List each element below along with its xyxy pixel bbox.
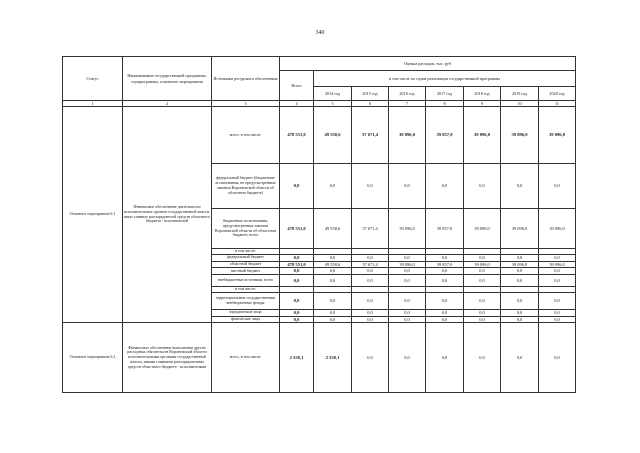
value-cell: 37 671,4 [352, 261, 389, 268]
value-cell: 39 857,0 [426, 107, 464, 164]
value-cell: 0,0 [314, 310, 352, 317]
table-row [63, 323, 576, 393]
header-source: Источники ресурсного обеспечения [212, 57, 280, 101]
value-cell: 39 096,0 [464, 209, 501, 249]
source-cell: внебюджетные источники, всего [212, 275, 280, 287]
value-cell: 37 671,4 [352, 209, 389, 249]
value-cell: 0,0 [352, 310, 389, 317]
col-number: 1 [63, 101, 123, 107]
source-cell: в том числе: [212, 287, 280, 293]
value-cell: 0,0 [389, 275, 426, 287]
value-cell: 37 671,4 [352, 107, 389, 164]
value-cell: 0,0 [426, 275, 464, 287]
value-cell: 49 558,6 [314, 261, 352, 268]
value-cell: 0,0 [501, 268, 539, 275]
source-cell: федеральный бюджет [212, 255, 280, 262]
value-cell: 0,0 [314, 255, 352, 262]
header-estimate: Оценка расходов, тыс. руб [280, 57, 576, 71]
header-year: 2016 год [389, 87, 426, 101]
value-cell: 0,0 [352, 164, 389, 209]
col-number: 9 [464, 101, 501, 107]
source-cell: всего, в том числе: [212, 107, 280, 164]
measure-status: Основное мероприятие 6.1 [63, 107, 123, 323]
value-cell: 39 096,0 [539, 261, 576, 268]
value-cell: 0,0 [352, 293, 389, 310]
value-cell: 0,0 [426, 316, 464, 323]
value-cell: 39 096,0 [464, 107, 501, 164]
source-cell: бюджетные ассигнования, предусмотренные законом Воронежской области об областном бюджете, всего [212, 209, 280, 249]
value-cell: 0,0 [280, 268, 314, 275]
value-cell: 0,0 [352, 268, 389, 275]
value-cell: 39 096,0 [464, 261, 501, 268]
value-cell: 0,0 [426, 268, 464, 275]
source-cell: территориальные государственные внебюджетные фонды [212, 293, 280, 310]
value-cell: 0,0 [389, 164, 426, 209]
value-cell: 39 096,0 [389, 107, 426, 164]
header-year: 2020 год [539, 87, 576, 101]
value-cell: 0,0 [280, 310, 314, 317]
source-cell: в том числе: [212, 249, 280, 255]
value-cell: 0,0 [464, 316, 501, 323]
value-cell: 39 096,0 [539, 209, 576, 249]
source-cell: всего, в том числе: [212, 323, 280, 393]
budget-table [62, 56, 576, 393]
value-cell: 0,0 [539, 268, 576, 275]
value-cell: 49 558,6 [314, 107, 352, 164]
value-cell: 478 551,0 [280, 107, 314, 164]
value-cell: 0,0 [464, 310, 501, 317]
header-total: Всего [280, 71, 314, 101]
value-cell: 0,0 [501, 164, 539, 209]
header-by-year: в том числе по годам реализации государственной программы [314, 71, 576, 87]
table-row [63, 107, 576, 164]
source-cell: юридические лица [212, 310, 280, 317]
value-cell: 0,0 [426, 164, 464, 209]
col-number: 5 [314, 101, 352, 107]
col-number: 4 [280, 101, 314, 107]
value-cell: 478 551,0 [280, 261, 314, 268]
value-cell: 0,0 [426, 293, 464, 310]
value-cell: 2 558,1 [280, 323, 314, 393]
value-cell: 0,0 [501, 293, 539, 310]
value-cell: 0,0 [389, 323, 426, 393]
value-cell: 0,0 [464, 268, 501, 275]
value-cell: 0,0 [501, 275, 539, 287]
value-cell: 39 857,0 [426, 261, 464, 268]
header-year: 2017 год [426, 87, 464, 101]
value-cell: 0,0 [539, 323, 576, 393]
col-number: 11 [539, 101, 576, 107]
source-cell: физические лица [212, 316, 280, 323]
value-cell: 39 096,0 [389, 261, 426, 268]
col-number: 6 [352, 101, 389, 107]
value-cell: 0,0 [539, 316, 576, 323]
value-cell: 0,0 [464, 323, 501, 393]
value-cell: 0,0 [389, 268, 426, 275]
page-number: 340 [315, 30, 325, 36]
header-status: Статус [63, 57, 123, 101]
value-cell: 39 096,0 [501, 107, 539, 164]
col-number: 7 [389, 101, 426, 107]
value-cell: 0,0 [464, 164, 501, 209]
value-cell: 0,0 [539, 164, 576, 209]
value-cell: 0,0 [314, 275, 352, 287]
value-cell: 2 558,1 [314, 323, 352, 393]
value-cell: 478 551,0 [280, 209, 314, 249]
value-cell: 0,0 [280, 275, 314, 287]
value-cell: 0,0 [280, 316, 314, 323]
value-cell: 0,0 [314, 268, 352, 275]
value-cell: 0,0 [389, 293, 426, 310]
value-cell: 0,0 [426, 323, 464, 393]
value-cell: 0,0 [464, 275, 501, 287]
value-cell: 39 096,0 [501, 209, 539, 249]
header-year: 2018 год [464, 87, 501, 101]
value-cell: 0,0 [314, 316, 352, 323]
header-year: 2014 год [314, 87, 352, 101]
col-number: 2 [123, 101, 212, 107]
value-cell: 0,0 [352, 323, 389, 393]
col-number: 3 [212, 101, 280, 107]
value-cell: 0,0 [464, 255, 501, 262]
value-cell: 0,0 [539, 275, 576, 287]
value-cell: 0,0 [389, 310, 426, 317]
measure-name: Финансовое обеспечение деятельности исполнительных органов государственной власти, иных главных распорядителей средств областного бюджета - исполнителей [123, 107, 212, 323]
value-cell: 0,0 [352, 275, 389, 287]
value-cell: 0,0 [280, 255, 314, 262]
value-cell: 0,0 [426, 255, 464, 262]
value-cell: 0,0 [314, 164, 352, 209]
source-cell: федеральный бюджет (бюджетные ассигнования, не предусмотренные законом Воронежской области об областном бюджете) [212, 164, 280, 209]
measure-name: Финансовое обеспечение выполнения других расходных обязательств Воронежской области исполнительными органами государственной власти, иными главными распорядителями средств областного бюджета - исполнителями [123, 323, 212, 393]
value-cell: 0,0 [501, 316, 539, 323]
value-cell: 39 857,0 [426, 209, 464, 249]
value-cell: 0,0 [389, 255, 426, 262]
value-cell: 0,0 [389, 316, 426, 323]
source-cell: областной бюджет [212, 261, 280, 268]
col-number: 8 [426, 101, 464, 107]
source-cell: местный бюджет [212, 268, 280, 275]
value-cell: 0,0 [426, 310, 464, 317]
value-cell: 0,0 [539, 293, 576, 310]
measure-status: Основное мероприятие 6.2 [63, 323, 123, 393]
value-cell: 0,0 [501, 323, 539, 393]
col-number: 10 [501, 101, 539, 107]
value-cell: 0,0 [539, 310, 576, 317]
value-cell: 49 558,6 [314, 209, 352, 249]
value-cell: 0,0 [501, 255, 539, 262]
value-cell: 39 096,0 [389, 209, 426, 249]
value-cell: 39 096,0 [501, 261, 539, 268]
value-cell: 0,0 [352, 316, 389, 323]
value-cell: 39 096,0 [539, 107, 576, 164]
value-cell: 0,0 [280, 164, 314, 209]
value-cell: 0,0 [280, 293, 314, 310]
value-cell: 0,0 [314, 293, 352, 310]
header-year: 2019 год [501, 87, 539, 101]
value-cell: 0,0 [539, 255, 576, 262]
value-cell: 0,0 [464, 293, 501, 310]
header-name: Наименование государственной программы, подпрограммы, основного мероприятия [123, 57, 212, 101]
header-year: 2015 год [352, 87, 389, 101]
value-cell: 0,0 [352, 255, 389, 262]
value-cell: 0,0 [501, 310, 539, 317]
